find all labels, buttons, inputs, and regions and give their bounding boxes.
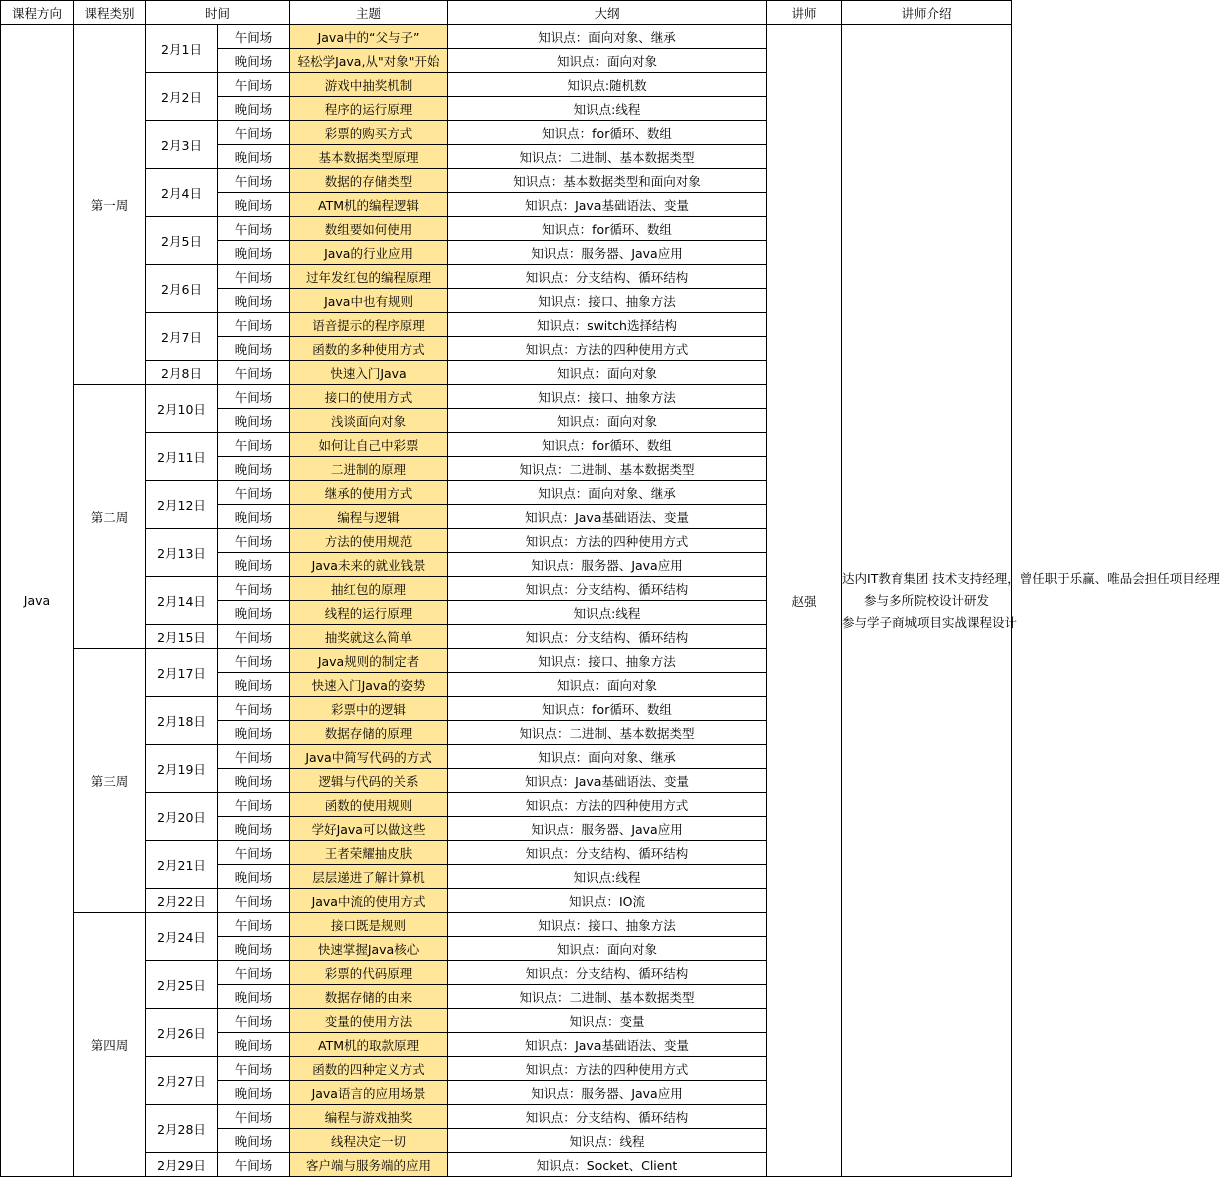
- session-outline: 知识点：分支结构、循环结构: [448, 961, 767, 985]
- date-cell: 2月15日: [146, 625, 218, 649]
- session-outline: 知识点：for循环、数组: [448, 121, 767, 145]
- date-cell: 2月5日: [146, 217, 218, 265]
- session-slot: 晚间场: [218, 985, 290, 1009]
- session-topic: Java中也有规则: [290, 289, 448, 313]
- course-direction: Java: [1, 25, 74, 1177]
- header-lecturer: 讲师: [767, 1, 842, 25]
- session-outline: 知识点:线程: [448, 865, 767, 889]
- session-outline: 知识点：接口、抽象方法: [448, 913, 767, 937]
- session-outline: 知识点：服务器、Java应用: [448, 1081, 767, 1105]
- session-slot: 晚间场: [218, 1033, 290, 1057]
- session-slot: 晚间场: [218, 337, 290, 361]
- session-outline: 知识点:线程: [448, 97, 767, 121]
- date-cell: 2月8日: [146, 361, 218, 385]
- session-topic: 快速入门Java的姿势: [290, 673, 448, 697]
- session-slot: 午间场: [218, 1057, 290, 1081]
- session-topic: 数据存储的由来: [290, 985, 448, 1009]
- session-topic: 编程与逻辑: [290, 505, 448, 529]
- session-slot: 晚间场: [218, 505, 290, 529]
- header-category: 课程类别: [74, 1, 146, 25]
- session-slot: 午间场: [218, 625, 290, 649]
- session-outline: 知识点:随机数: [448, 73, 767, 97]
- session-outline: 知识点:线程: [448, 601, 767, 625]
- session-slot: 晚间场: [218, 289, 290, 313]
- session-slot: 午间场: [218, 1009, 290, 1033]
- session-outline: 知识点：二进制、基本数据类型: [448, 145, 767, 169]
- session-topic: 数据的存储类型: [290, 169, 448, 193]
- session-outline: 知识点：面向对象: [448, 49, 767, 73]
- session-slot: 晚间场: [218, 721, 290, 745]
- session-outline: 知识点：面向对象、继承: [448, 481, 767, 505]
- session-topic: 彩票中的逻辑: [290, 697, 448, 721]
- session-outline: 知识点：服务器、Java应用: [448, 817, 767, 841]
- header-outline: 大纲: [448, 1, 767, 25]
- date-cell: 2月10日: [146, 385, 218, 433]
- session-topic: 层层递进了解计算机: [290, 865, 448, 889]
- header-lecturer-intro: 讲师介绍: [842, 1, 1012, 25]
- session-outline: 知识点：switch选择结构: [448, 313, 767, 337]
- session-outline: 知识点：接口、抽象方法: [448, 289, 767, 313]
- session-outline: 知识点：线程: [448, 1129, 767, 1153]
- session-topic: 逻辑与代码的关系: [290, 769, 448, 793]
- session-outline: 知识点：for循环、数组: [448, 217, 767, 241]
- session-topic: 语音提示的程序原理: [290, 313, 448, 337]
- session-outline: 知识点：分支结构、循环结构: [448, 625, 767, 649]
- session-outline: 知识点：方法的四种使用方式: [448, 529, 767, 553]
- session-topic: 方法的使用规范: [290, 529, 448, 553]
- session-topic: 抽奖就这么简单: [290, 625, 448, 649]
- session-topic: Java中简写代码的方式: [290, 745, 448, 769]
- header-direction: 课程方向: [1, 1, 74, 25]
- session-slot: 午间场: [218, 745, 290, 769]
- session-slot: 晚间场: [218, 865, 290, 889]
- session-outline: 知识点：面向对象: [448, 409, 767, 433]
- session-topic: Java中的“父与子”: [290, 25, 448, 49]
- session-slot: 午间场: [218, 73, 290, 97]
- session-topic: 程序的运行原理: [290, 97, 448, 121]
- session-slot: 午间场: [218, 529, 290, 553]
- session-slot: 午间场: [218, 121, 290, 145]
- week-label: 第三周: [74, 649, 146, 913]
- date-cell: 2月7日: [146, 313, 218, 361]
- session-outline: 知识点：Socket、Client: [448, 1153, 767, 1177]
- session-topic: 彩票的代码原理: [290, 961, 448, 985]
- date-cell: 2月17日: [146, 649, 218, 697]
- session-slot: 午间场: [218, 361, 290, 385]
- session-outline: 知识点：IO流: [448, 889, 767, 913]
- date-cell: 2月27日: [146, 1057, 218, 1105]
- session-slot: 晚间场: [218, 193, 290, 217]
- session-topic: ATM机的编程逻辑: [290, 193, 448, 217]
- session-slot: 晚间场: [218, 97, 290, 121]
- session-outline: 知识点：变量: [448, 1009, 767, 1033]
- session-topic: 函数的使用规则: [290, 793, 448, 817]
- session-slot: 晚间场: [218, 601, 290, 625]
- session-topic: ATM机的取款原理: [290, 1033, 448, 1057]
- date-cell: 2月2日: [146, 73, 218, 121]
- session-slot: 晚间场: [218, 769, 290, 793]
- session-slot: 午间场: [218, 1105, 290, 1129]
- session-slot: 午间场: [218, 793, 290, 817]
- session-slot: 午间场: [218, 25, 290, 49]
- lecturer-name: 赵强: [767, 25, 842, 1177]
- session-slot: 午间场: [218, 1153, 290, 1177]
- session-topic: 接口既是规则: [290, 913, 448, 937]
- session-outline: 知识点：面向对象: [448, 361, 767, 385]
- session-outline: 知识点：面向对象、继承: [448, 745, 767, 769]
- session-slot: 午间场: [218, 841, 290, 865]
- session-topic: 快速入门Java: [290, 361, 448, 385]
- date-cell: 2月6日: [146, 265, 218, 313]
- session-topic: 线程决定一切: [290, 1129, 448, 1153]
- session-outline: 知识点：Java基础语法、变量: [448, 193, 767, 217]
- session-outline: 知识点：接口、抽象方法: [448, 385, 767, 409]
- session-slot: 午间场: [218, 217, 290, 241]
- session-topic: 王者荣耀抽皮肤: [290, 841, 448, 865]
- session-topic: 编程与游戏抽奖: [290, 1105, 448, 1129]
- session-slot: 午间场: [218, 913, 290, 937]
- session-outline: 知识点：方法的四种使用方式: [448, 1057, 767, 1081]
- date-cell: 2月13日: [146, 529, 218, 577]
- date-cell: 2月26日: [146, 1009, 218, 1057]
- session-outline: 知识点：面向对象: [448, 937, 767, 961]
- session-topic: 基本数据类型原理: [290, 145, 448, 169]
- schedule-body: [1, 25, 1220, 1177]
- session-slot: 午间场: [218, 313, 290, 337]
- session-topic: 轻松学Java,从"对象"开始: [290, 49, 448, 73]
- session-slot: 晚间场: [218, 49, 290, 73]
- session-topic: Java的行业应用: [290, 241, 448, 265]
- lecturer-intro-line: 参与多所院校设计研发: [864, 592, 990, 608]
- session-outline: 知识点：方法的四种使用方式: [448, 337, 767, 361]
- session-slot: 晚间场: [218, 241, 290, 265]
- date-cell: 2月21日: [146, 841, 218, 889]
- session-slot: 晚间场: [218, 145, 290, 169]
- lecturer-intro: [842, 25, 1220, 1177]
- session-topic: 浅谈面向对象: [290, 409, 448, 433]
- session-slot: 午间场: [218, 889, 290, 913]
- session-outline: 知识点：服务器、Java应用: [448, 553, 767, 577]
- session-topic: 数据存储的原理: [290, 721, 448, 745]
- session-slot: 晚间场: [218, 553, 290, 577]
- session-slot: 晚间场: [218, 817, 290, 841]
- header-topic: 主题: [290, 1, 448, 25]
- session-slot: 晚间场: [218, 409, 290, 433]
- session-topic: 抽红包的原理: [290, 577, 448, 601]
- session-outline: 知识点：分支结构、循环结构: [448, 577, 767, 601]
- session-outline: 知识点：面向对象: [448, 673, 767, 697]
- header-time: 时间: [146, 1, 290, 25]
- session-outline: 知识点：基本数据类型和面向对象: [448, 169, 767, 193]
- session-slot: 午间场: [218, 265, 290, 289]
- session-topic: 函数的多种使用方式: [290, 337, 448, 361]
- session-topic: 学好Java可以做这些: [290, 817, 448, 841]
- week-label: 第二周: [74, 385, 146, 649]
- date-cell: 2月4日: [146, 169, 218, 217]
- session-outline: 知识点：Java基础语法、变量: [448, 505, 767, 529]
- session-topic: 变量的使用方法: [290, 1009, 448, 1033]
- session-topic: Java未来的就业钱景: [290, 553, 448, 577]
- session-outline: 知识点：分支结构、循环结构: [448, 265, 767, 289]
- session-outline: 知识点：服务器、Java应用: [448, 241, 767, 265]
- session-slot: 午间场: [218, 169, 290, 193]
- session-topic: 函数的四种定义方式: [290, 1057, 448, 1081]
- session-topic: 线程的运行原理: [290, 601, 448, 625]
- session-slot: 午间场: [218, 481, 290, 505]
- session-topic: 游戏中抽奖机制: [290, 73, 448, 97]
- session-outline: 知识点：二进制、基本数据类型: [448, 457, 767, 481]
- session-slot: 晚间场: [218, 673, 290, 697]
- session-outline: 知识点：二进制、基本数据类型: [448, 721, 767, 745]
- session-topic: Java语言的应用场景: [290, 1081, 448, 1105]
- session-slot: 午间场: [218, 433, 290, 457]
- session-outline: 知识点：分支结构、循环结构: [448, 1105, 767, 1129]
- session-slot: 晚间场: [218, 1081, 290, 1105]
- session-outline: 知识点：分支结构、循环结构: [448, 841, 767, 865]
- session-topic: 如何让自己中彩票: [290, 433, 448, 457]
- session-topic: 彩票的购买方式: [290, 121, 448, 145]
- session-slot: 午间场: [218, 385, 290, 409]
- table-row: [1, 25, 1012, 49]
- date-cell: 2月24日: [146, 913, 218, 961]
- session-topic: Java规则的制定者: [290, 649, 448, 673]
- date-cell: 2月18日: [146, 697, 218, 745]
- session-slot: 午间场: [218, 697, 290, 721]
- session-slot: 晚间场: [218, 457, 290, 481]
- session-outline: 知识点：方法的四种使用方式: [448, 793, 767, 817]
- session-slot: 晚间场: [218, 1129, 290, 1153]
- date-cell: 2月14日: [146, 577, 218, 625]
- date-cell: 2月28日: [146, 1105, 218, 1153]
- session-slot: 晚间场: [218, 937, 290, 961]
- session-outline: 知识点：Java基础语法、变量: [448, 1033, 767, 1057]
- date-cell: 2月3日: [146, 121, 218, 169]
- session-slot: 午间场: [218, 577, 290, 601]
- header-row: [1, 1, 1012, 25]
- date-cell: 2月22日: [146, 889, 218, 913]
- date-cell: 2月12日: [146, 481, 218, 529]
- date-cell: 2月20日: [146, 793, 218, 841]
- date-cell: 2月1日: [146, 25, 218, 73]
- session-topic: 接口的使用方式: [290, 385, 448, 409]
- lecturer-intro-line: 参与学子商城项目实战课程设计: [842, 614, 1018, 630]
- session-topic: 快速掌握Java核心: [290, 937, 448, 961]
- session-topic: 数组要如何使用: [290, 217, 448, 241]
- session-topic: Java中流的使用方式: [290, 889, 448, 913]
- session-outline: 知识点：面向对象、继承: [448, 25, 767, 49]
- lecturer-intro-line: 达内IT教育集团 技术支持经理，曾任职于乐赢、唯品会担任项目经理: [842, 570, 1220, 586]
- session-outline: 知识点：for循环、数组: [448, 433, 767, 457]
- session-topic: 客户端与服务端的应用: [290, 1153, 448, 1177]
- date-cell: 2月25日: [146, 961, 218, 1009]
- date-cell: 2月29日: [146, 1153, 218, 1177]
- session-outline: 知识点：for循环、数组: [448, 697, 767, 721]
- date-cell: 2月19日: [146, 745, 218, 793]
- session-topic: 过年发红包的编程原理: [290, 265, 448, 289]
- session-slot: 午间场: [218, 961, 290, 985]
- session-outline: 知识点：Java基础语法、变量: [448, 769, 767, 793]
- week-label: 第一周: [74, 25, 146, 385]
- session-outline: 知识点：二进制、基本数据类型: [448, 985, 767, 1009]
- week-label: 第四周: [74, 913, 146, 1177]
- session-topic: 二进制的原理: [290, 457, 448, 481]
- session-outline: 知识点：接口、抽象方法: [448, 649, 767, 673]
- date-cell: 2月11日: [146, 433, 218, 481]
- session-slot: 午间场: [218, 649, 290, 673]
- session-topic: 继承的使用方式: [290, 481, 448, 505]
